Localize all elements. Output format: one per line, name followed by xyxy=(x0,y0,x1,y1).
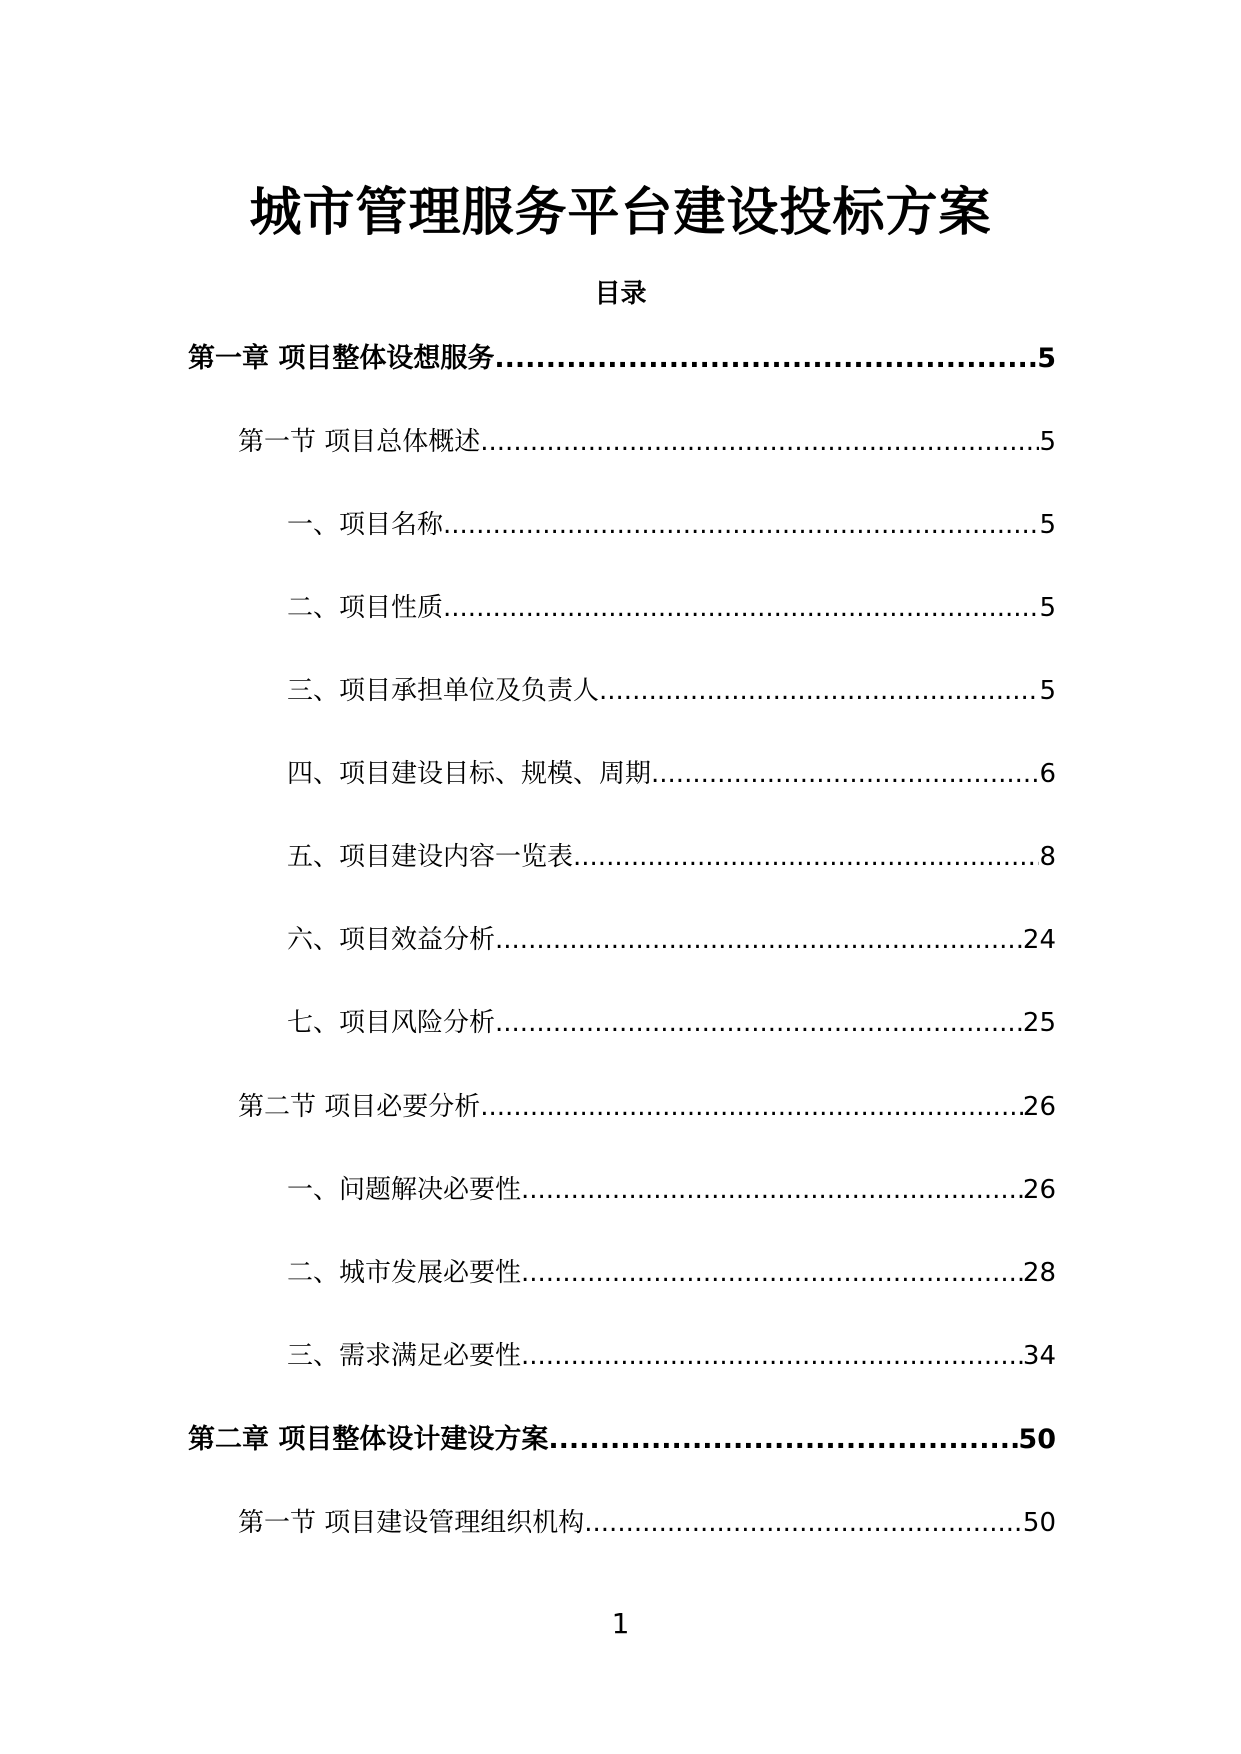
toc-dot-leader xyxy=(495,1003,1023,1043)
toc-entry-text: 一、问题解决必要性 xyxy=(287,1175,522,1205)
toc-entry-page: 34 xyxy=(1022,1341,1056,1371)
toc-entry-subsection[interactable] xyxy=(287,1336,1056,1376)
toc-entry-subsection[interactable] xyxy=(287,671,1056,711)
toc-entry-section[interactable] xyxy=(238,1503,1056,1543)
toc-entry-subsection[interactable] xyxy=(287,1253,1056,1293)
toc-entry-chapter-1[interactable] xyxy=(188,339,1056,379)
toc-entry-text: 一、项目名称 xyxy=(287,510,444,540)
toc-entry-text: 四、项目建设目标、规模、周期 xyxy=(287,759,652,789)
toc-entry-page: 5 xyxy=(1039,510,1056,540)
toc-entry-subsection[interactable] xyxy=(287,754,1056,794)
toc-entry-text: 第二章 项目整体设计建设方案 xyxy=(188,1424,549,1455)
document-title: 城市管理服务平台建设投标方案 xyxy=(249,183,992,243)
toc-entry-text: 三、需求满足必要性 xyxy=(287,1341,522,1371)
toc-entry-page: 25 xyxy=(1022,1008,1056,1038)
toc-entry-text: 五、项目建设内容一览表 xyxy=(287,842,574,872)
toc-entry-page: 5 xyxy=(1039,593,1056,623)
toc-entry-page: 28 xyxy=(1022,1258,1056,1288)
toc-entry-page: 6 xyxy=(1039,759,1056,789)
toc-entry-text: 第二节 项目必要分析 xyxy=(238,1092,481,1122)
toc-entry-page: 26 xyxy=(1022,1175,1056,1205)
toc-dot-leader xyxy=(494,339,1037,379)
page-number: 1 xyxy=(611,1607,630,1640)
toc-entry-subsection[interactable] xyxy=(287,837,1056,877)
toc-entry-subsection[interactable] xyxy=(287,920,1056,960)
toc-entry-subsection[interactable] xyxy=(287,1003,1056,1043)
toc-entry-page: 50 xyxy=(1022,1508,1056,1538)
toc-dot-leader xyxy=(443,588,1039,628)
toc-entry-chapter-2[interactable] xyxy=(188,1420,1056,1460)
toc-entry-text: 二、城市发展必要性 xyxy=(287,1258,522,1288)
toc-entry-text: 六、项目效益分析 xyxy=(287,925,496,955)
toc-heading: 目录 xyxy=(594,279,647,309)
toc-entry-page: 50 xyxy=(1018,1424,1056,1455)
toc-entry-subsection[interactable] xyxy=(287,505,1056,545)
toc-entry-page: 5 xyxy=(1039,427,1056,457)
toc-entry-section[interactable] xyxy=(238,422,1056,462)
toc-entry-page: 8 xyxy=(1039,842,1056,872)
toc-dot-leader xyxy=(495,920,1023,960)
toc-entry-page: 26 xyxy=(1022,1092,1056,1122)
toc-dot-leader xyxy=(584,1503,1023,1543)
toc-entry-subsection[interactable] xyxy=(287,1170,1056,1210)
toc-dot-leader xyxy=(480,1087,1023,1127)
toc-dot-leader xyxy=(573,837,1039,877)
toc-dot-leader xyxy=(480,422,1039,462)
toc-dot-leader xyxy=(599,671,1039,711)
toc-dot-leader xyxy=(443,505,1039,545)
toc-entry-page: 5 xyxy=(1037,343,1056,374)
toc-entry-section[interactable] xyxy=(238,1087,1056,1127)
toc-entry-text: 第一节 项目建设管理组织机构 xyxy=(238,1508,585,1538)
toc-entry-text: 七、项目风险分析 xyxy=(287,1008,496,1038)
toc-dot-leader xyxy=(548,1420,1018,1460)
toc-entry-text: 二、项目性质 xyxy=(287,593,444,623)
toc-dot-leader xyxy=(521,1336,1023,1376)
toc-entry-text: 第一章 项目整体设想服务 xyxy=(188,343,495,374)
toc-entry-page: 24 xyxy=(1022,925,1056,955)
toc-entry-page: 5 xyxy=(1039,676,1056,706)
toc-dot-leader xyxy=(651,754,1039,794)
toc-entry-text: 第一节 项目总体概述 xyxy=(238,427,481,457)
toc-entry-subsection[interactable] xyxy=(287,588,1056,628)
toc-entry-text: 三、项目承担单位及负责人 xyxy=(287,676,600,706)
toc-dot-leader xyxy=(521,1253,1023,1293)
toc-dot-leader xyxy=(521,1170,1023,1210)
